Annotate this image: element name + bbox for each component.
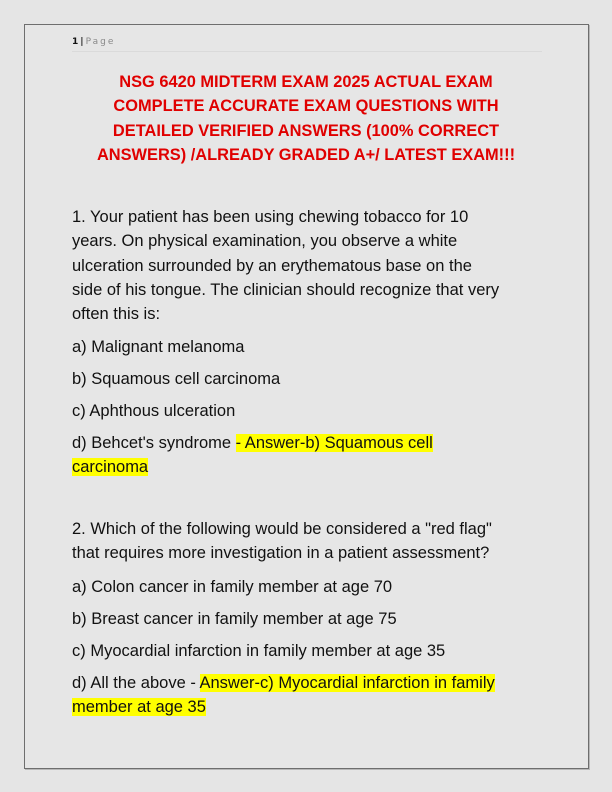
page-number: 1 <box>72 37 79 47</box>
highlighted-answer: - Answer-b) Squamous cell <box>235 434 433 452</box>
page-header <box>72 36 542 52</box>
option-text: a) Malignant melanoma <box>72 338 245 356</box>
question-2-option-d-with-answer <box>72 671 552 720</box>
option-text: d) All the above - <box>72 674 200 692</box>
option-text: d) Behcet's syndrome <box>72 434 236 452</box>
highlighted-answer: Answer-c) Myocardial infarction in family <box>199 674 495 692</box>
question-2-option-b <box>72 607 552 631</box>
question-stem-line: side of his tongue. The clinician should recognize that very <box>72 280 500 299</box>
option-text: c) Aphthous ulceration <box>72 402 236 420</box>
question-stem-line: 2. Which of the following would be considered a "red flag" <box>72 520 492 538</box>
option-text: a) Colon cancer in family member at age 70 <box>72 578 393 596</box>
question-stem-line: years. On physical examination, you observe a white <box>72 232 458 251</box>
title-line: DETAILED VERIFIED ANSWERS (100% CORRECT <box>112 121 500 140</box>
document-title <box>60 70 552 167</box>
question-2-option-c <box>72 639 552 663</box>
question-stem-line: often this is: <box>72 305 161 324</box>
highlighted-answer: carcinoma <box>72 458 149 477</box>
question-1-stem <box>72 205 552 326</box>
question-2-option-a <box>72 575 552 599</box>
title-line: NSG 6420 MIDTERM EXAM 2025 ACTUAL EXAM <box>119 73 493 91</box>
question-1-option-a <box>72 335 552 359</box>
page-label: Page <box>85 37 116 47</box>
title-line: COMPLETE ACCURATE EXAM QUESTIONS WITH <box>113 97 499 116</box>
page-separator: | <box>80 37 84 47</box>
question-stem-line: ulceration surrounded by an erythematous base on the <box>72 256 472 275</box>
option-text: b) Breast cancer in family member at age 75 <box>72 610 397 628</box>
question-1-option-b <box>72 367 552 391</box>
highlighted-answer: member at age 35 <box>72 698 206 717</box>
question-stem-line: that requires more investigation in a patient assessment? <box>72 544 490 563</box>
question-1-option-d-with-answer <box>72 431 552 480</box>
option-text: b) Squamous cell carcinoma <box>72 370 281 388</box>
question-2-stem <box>72 517 552 566</box>
question-stem-line: 1. Your patient has been using chewing tobacco for 10 <box>72 208 469 226</box>
title-line: ANSWERS) /ALREADY GRADED A+/ LATEST EXAM!!! <box>96 145 516 164</box>
option-text: c) Myocardial infarction in family member at age 35 <box>72 642 446 660</box>
question-1-option-c <box>72 399 552 423</box>
